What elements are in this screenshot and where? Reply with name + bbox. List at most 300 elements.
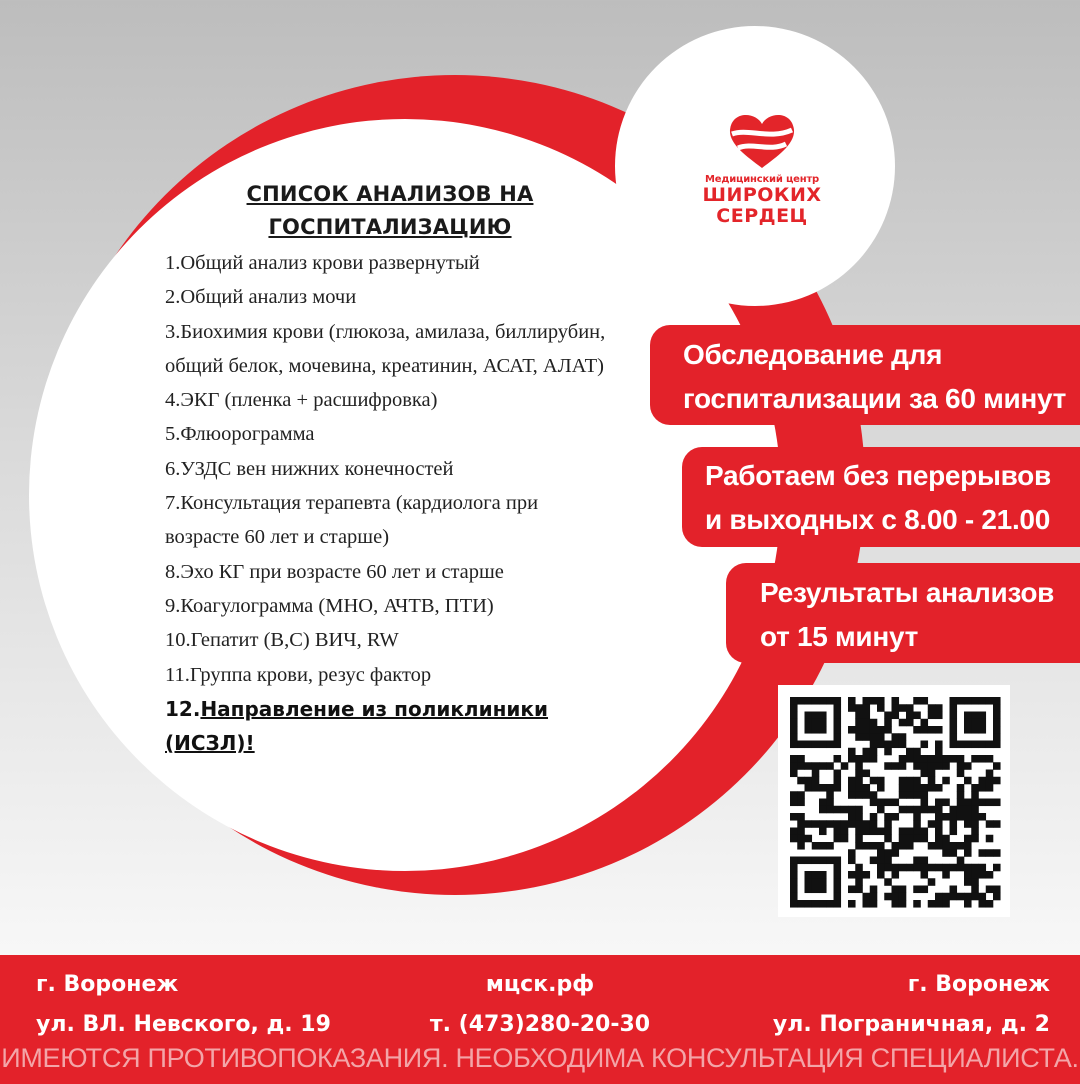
qr-module bbox=[979, 784, 987, 792]
qr-module bbox=[986, 770, 994, 778]
qr-module bbox=[877, 806, 885, 814]
qr-module bbox=[892, 712, 900, 720]
promo-2-line-1: Работаем без перерывов bbox=[705, 460, 1051, 491]
qr-module bbox=[884, 741, 892, 749]
qr-module bbox=[870, 842, 878, 850]
qr-module bbox=[899, 719, 907, 727]
qr-module bbox=[957, 842, 965, 850]
qr-module bbox=[950, 849, 958, 857]
qr-module bbox=[863, 697, 871, 705]
qr-module bbox=[921, 770, 929, 778]
analysis-list bbox=[165, 246, 665, 760]
qr-module bbox=[855, 719, 863, 727]
qr-module bbox=[826, 806, 834, 814]
qr-module bbox=[805, 784, 813, 792]
qr-module bbox=[805, 886, 813, 894]
qr-module bbox=[870, 697, 878, 705]
qr-module bbox=[877, 828, 885, 836]
qr-module bbox=[979, 849, 987, 857]
qr-module bbox=[993, 820, 1001, 828]
list-item: 10.Гепатит (В,С) ВИЧ, RW bbox=[165, 629, 399, 652]
qr-module bbox=[950, 712, 958, 720]
qr-module bbox=[863, 712, 871, 720]
qr-module bbox=[913, 697, 921, 705]
qr-module bbox=[819, 784, 827, 792]
qr-module bbox=[848, 857, 856, 865]
qr-module bbox=[812, 900, 820, 908]
qr-module bbox=[863, 828, 871, 836]
qr-module bbox=[964, 762, 972, 770]
qr-module bbox=[812, 886, 820, 894]
qr-module bbox=[906, 791, 914, 799]
qr-module bbox=[971, 893, 979, 901]
qr-module bbox=[906, 828, 914, 836]
qr-module bbox=[979, 900, 987, 908]
qr-module bbox=[964, 849, 972, 857]
referral-text-2: (ИСЗЛ)! bbox=[165, 730, 255, 755]
qr-module bbox=[935, 813, 943, 821]
qr-module bbox=[805, 878, 813, 886]
qr-module bbox=[790, 799, 798, 807]
qr-module bbox=[942, 799, 950, 807]
qr-module bbox=[979, 864, 987, 872]
qr-module bbox=[950, 697, 958, 705]
qr-module bbox=[805, 762, 813, 770]
qr-module bbox=[906, 835, 914, 843]
qr-module bbox=[935, 704, 943, 712]
qr-module bbox=[899, 733, 907, 741]
qr-module bbox=[935, 741, 943, 749]
qr-module bbox=[790, 900, 798, 908]
qr-module bbox=[942, 777, 950, 785]
qr-module bbox=[877, 871, 885, 879]
qr-module bbox=[913, 820, 921, 828]
qr-module bbox=[797, 835, 805, 843]
qr-module bbox=[928, 784, 936, 792]
right-street: ул. Пограничная, д. 2 bbox=[772, 1012, 1050, 1037]
qr-module bbox=[899, 828, 907, 836]
qr-module bbox=[892, 741, 900, 749]
qr-module bbox=[899, 806, 907, 814]
qr-module bbox=[855, 762, 863, 770]
promo-2-line-2: и выходных с 8.00 - 21.00 bbox=[705, 504, 1050, 535]
qr-module bbox=[870, 799, 878, 807]
qr-module bbox=[964, 799, 972, 807]
qr-module bbox=[855, 828, 863, 836]
list-item: 8.Эхо КГ при возрасте 60 лет и старше bbox=[165, 560, 504, 583]
qr-module bbox=[950, 828, 958, 836]
qr-module bbox=[993, 886, 1001, 894]
qr-module bbox=[819, 697, 827, 705]
qr-module bbox=[819, 857, 827, 865]
qr-module bbox=[805, 820, 813, 828]
qr-module bbox=[957, 770, 965, 778]
qr-module bbox=[913, 726, 921, 734]
qr-module bbox=[950, 726, 958, 734]
qr-module bbox=[921, 806, 929, 814]
qr-module bbox=[964, 893, 972, 901]
qr-module bbox=[819, 871, 827, 879]
qr-module bbox=[971, 726, 979, 734]
qr-module bbox=[942, 762, 950, 770]
qr-module bbox=[921, 726, 929, 734]
qr-module bbox=[906, 784, 914, 792]
qr-module bbox=[899, 784, 907, 792]
qr-module bbox=[819, 799, 827, 807]
list-item: 5.Флюорограмма bbox=[165, 423, 315, 446]
qr-module bbox=[884, 712, 892, 720]
qr-module bbox=[892, 900, 900, 908]
qr-module bbox=[979, 712, 987, 720]
qr-module bbox=[950, 741, 958, 749]
qr-module bbox=[819, 828, 827, 836]
qr-module bbox=[884, 835, 892, 843]
qr-module bbox=[819, 878, 827, 886]
qr-module bbox=[819, 726, 827, 734]
qr-module bbox=[863, 900, 871, 908]
qr-module bbox=[964, 878, 972, 886]
qr-module bbox=[921, 791, 929, 799]
qr-module bbox=[848, 900, 856, 908]
qr-module bbox=[855, 878, 863, 886]
qr-module bbox=[935, 828, 943, 836]
qr-module bbox=[921, 719, 929, 727]
qr-module bbox=[964, 806, 972, 814]
qr-module bbox=[870, 726, 878, 734]
qr-module bbox=[928, 820, 936, 828]
qr-module bbox=[848, 784, 856, 792]
qr-module bbox=[899, 864, 907, 872]
qr-module bbox=[928, 762, 936, 770]
qr-module bbox=[928, 755, 936, 763]
qr-module bbox=[921, 762, 929, 770]
qr-module bbox=[855, 726, 863, 734]
qr-module bbox=[790, 733, 798, 741]
qr-module bbox=[812, 777, 820, 785]
qr-module bbox=[950, 820, 958, 828]
qr-module bbox=[855, 886, 863, 894]
qr-module bbox=[964, 835, 972, 843]
qr-module bbox=[942, 900, 950, 908]
qr-module bbox=[870, 791, 878, 799]
qr-module bbox=[957, 762, 965, 770]
qr-module bbox=[986, 820, 994, 828]
qr-module bbox=[993, 733, 1001, 741]
qr-module bbox=[884, 820, 892, 828]
qr-module bbox=[819, 886, 827, 894]
qr-module bbox=[863, 755, 871, 763]
qr-module bbox=[971, 828, 979, 836]
qr-module bbox=[979, 777, 987, 785]
qr-module bbox=[986, 799, 994, 807]
qr-module bbox=[805, 741, 813, 749]
qr-module bbox=[921, 871, 929, 879]
qr-module bbox=[942, 842, 950, 850]
qr-module bbox=[812, 741, 820, 749]
qr-module bbox=[790, 828, 798, 836]
qr-module bbox=[979, 741, 987, 749]
list-item: 1.Общий анализ крови развернутый bbox=[165, 252, 480, 274]
qr-module bbox=[986, 777, 994, 785]
qr-module bbox=[834, 712, 842, 720]
qr-module bbox=[899, 835, 907, 843]
qr-module bbox=[834, 820, 842, 828]
qr-module bbox=[971, 864, 979, 872]
qr-module bbox=[812, 878, 820, 886]
qr-module bbox=[884, 813, 892, 821]
qr-module bbox=[848, 849, 856, 857]
qr-module bbox=[899, 893, 907, 901]
qr-module bbox=[913, 748, 921, 756]
qr-module bbox=[993, 849, 1001, 857]
qr-module bbox=[863, 733, 871, 741]
qr-module bbox=[812, 726, 820, 734]
qr-module bbox=[884, 799, 892, 807]
footer-contacts bbox=[380, 965, 700, 1045]
left-city: г. Воронеж bbox=[36, 972, 179, 997]
qr-module bbox=[971, 784, 979, 792]
qr-module bbox=[921, 697, 929, 705]
qr-module bbox=[950, 704, 958, 712]
qr-module bbox=[855, 791, 863, 799]
qr-module bbox=[826, 741, 834, 749]
qr-module bbox=[942, 813, 950, 821]
qr-module bbox=[921, 864, 929, 872]
qr-module bbox=[892, 762, 900, 770]
qr-module bbox=[812, 842, 820, 850]
qr-module bbox=[986, 835, 994, 843]
qr-module bbox=[877, 704, 885, 712]
qr-module bbox=[834, 828, 842, 836]
qr-module bbox=[790, 886, 798, 894]
qr-module bbox=[986, 871, 994, 879]
qr-module bbox=[870, 820, 878, 828]
qr-module bbox=[986, 741, 994, 749]
qr-module bbox=[877, 741, 885, 749]
qr-module bbox=[928, 704, 936, 712]
qr-module bbox=[870, 748, 878, 756]
qr-module bbox=[942, 755, 950, 763]
qr-module bbox=[797, 755, 805, 763]
qr-module bbox=[834, 726, 842, 734]
qr-module bbox=[790, 813, 798, 821]
qr-module bbox=[877, 864, 885, 872]
qr-module bbox=[819, 719, 827, 727]
qr-module bbox=[971, 799, 979, 807]
qr-module bbox=[826, 857, 834, 865]
qr-module bbox=[848, 704, 856, 712]
qr-module bbox=[928, 806, 936, 814]
qr-module bbox=[848, 748, 856, 756]
referral-number: 12. bbox=[165, 696, 201, 721]
logo-subtitle: Медицинский центр bbox=[704, 174, 819, 185]
qr-module bbox=[935, 893, 943, 901]
qr-module bbox=[993, 719, 1001, 727]
qr-module bbox=[797, 842, 805, 850]
qr-module bbox=[848, 813, 856, 821]
qr-module bbox=[906, 719, 914, 727]
qr-module bbox=[790, 770, 798, 778]
qr-module bbox=[964, 777, 972, 785]
qr-module bbox=[870, 893, 878, 901]
qr-module bbox=[819, 820, 827, 828]
qr-module bbox=[863, 719, 871, 727]
qr-module bbox=[790, 878, 798, 886]
list-title: СПИСОК АНАЛИЗОВ НА ГОСПИТАЛИЗАЦИЮ bbox=[246, 182, 534, 239]
qr-module bbox=[906, 777, 914, 785]
qr-module bbox=[971, 878, 979, 886]
qr-module bbox=[957, 791, 965, 799]
qr-module bbox=[841, 828, 849, 836]
qr-module bbox=[855, 755, 863, 763]
qr-module bbox=[826, 762, 834, 770]
qr-module bbox=[790, 755, 798, 763]
qr-module bbox=[921, 835, 929, 843]
qr-module bbox=[884, 849, 892, 857]
list-item: 7.Консультация терапевта (кардиолога при bbox=[165, 492, 539, 515]
qr-module bbox=[841, 762, 849, 770]
qr-module bbox=[855, 813, 863, 821]
qr-module bbox=[870, 813, 878, 821]
site-link[interactable]: мцск.рф bbox=[485, 972, 595, 997]
qr-module bbox=[870, 733, 878, 741]
qr-module bbox=[942, 849, 950, 857]
qr-module bbox=[964, 712, 972, 720]
qr-module bbox=[848, 697, 856, 705]
qr-module bbox=[812, 697, 820, 705]
qr-module bbox=[935, 762, 943, 770]
qr-module bbox=[935, 900, 943, 908]
list-item: общий белок, мочевина, креатинин, АСАТ, АЛАТ) bbox=[165, 354, 604, 377]
qr-module bbox=[899, 741, 907, 749]
qr-module bbox=[913, 857, 921, 865]
qr-module bbox=[993, 893, 1001, 901]
qr-module bbox=[913, 864, 921, 872]
qr-module bbox=[913, 784, 921, 792]
qr-module bbox=[928, 726, 936, 734]
qr-module bbox=[834, 704, 842, 712]
promo-1-line-1: Обследование для bbox=[683, 339, 943, 370]
qr-module bbox=[913, 828, 921, 836]
qr-module bbox=[877, 842, 885, 850]
qr-module bbox=[805, 871, 813, 879]
qr-module bbox=[870, 886, 878, 894]
qr-module bbox=[812, 857, 820, 865]
qr-module bbox=[834, 893, 842, 901]
qr-module bbox=[877, 849, 885, 857]
qr-module bbox=[855, 777, 863, 785]
list-item-referral-cont bbox=[165, 726, 665, 760]
qr-module bbox=[884, 893, 892, 901]
list-item: 3.Биохимия крови (глюкоза, амилаза, биллирубин, bbox=[165, 320, 606, 343]
qr-module bbox=[834, 741, 842, 749]
qr-module bbox=[979, 755, 987, 763]
qr-module bbox=[826, 799, 834, 807]
qr-module bbox=[906, 748, 914, 756]
qr-module bbox=[848, 886, 856, 894]
qr-module bbox=[863, 893, 871, 901]
qr-module bbox=[935, 784, 943, 792]
qr-module bbox=[826, 784, 834, 792]
qr-module bbox=[986, 784, 994, 792]
qr-module bbox=[892, 864, 900, 872]
promo-1-line-2: госпитализации за 60 минут bbox=[683, 383, 1067, 414]
phone-number[interactable]: т. (473)280-20-30 bbox=[429, 1012, 651, 1037]
qr-module bbox=[950, 886, 958, 894]
qr-module bbox=[892, 733, 900, 741]
qr-module bbox=[935, 835, 943, 843]
qr-code[interactable] bbox=[778, 685, 1010, 917]
qr-module bbox=[812, 762, 820, 770]
qr-module bbox=[790, 741, 798, 749]
qr-module bbox=[892, 799, 900, 807]
qr-module bbox=[979, 893, 987, 901]
qr-module bbox=[790, 712, 798, 720]
qr-module bbox=[884, 762, 892, 770]
qr-code-icon bbox=[778, 685, 1010, 917]
qr-module bbox=[877, 733, 885, 741]
qr-module bbox=[993, 726, 1001, 734]
qr-module bbox=[957, 806, 965, 814]
qr-module bbox=[877, 784, 885, 792]
qr-module bbox=[913, 886, 921, 894]
qr-module bbox=[957, 799, 965, 807]
qr-module bbox=[870, 755, 878, 763]
qr-module bbox=[877, 799, 885, 807]
left-street: ул. ВЛ. Невского, д. 19 bbox=[36, 1012, 331, 1037]
qr-module bbox=[797, 820, 805, 828]
qr-module bbox=[790, 835, 798, 843]
qr-module bbox=[993, 712, 1001, 720]
list-item: 2.Общий анализ мочи bbox=[165, 286, 357, 309]
qr-module bbox=[834, 806, 842, 814]
qr-module bbox=[805, 777, 813, 785]
qr-module bbox=[863, 748, 871, 756]
qr-module bbox=[805, 900, 813, 908]
qr-module bbox=[812, 784, 820, 792]
qr-module bbox=[790, 791, 798, 799]
disclaimer: ИМЕЮТСЯ ПРОТИВОПОКАЗАНИЯ. НЕОБХОДИМА КОНСУЛЬТАЦИЯ СПЕЦИАЛИСТА. bbox=[1, 1043, 1079, 1073]
qr-module bbox=[855, 712, 863, 720]
qr-module bbox=[928, 864, 936, 872]
qr-module bbox=[906, 842, 914, 850]
qr-module bbox=[870, 777, 878, 785]
qr-module bbox=[979, 719, 987, 727]
qr-module bbox=[950, 813, 958, 821]
qr-module bbox=[870, 857, 878, 865]
qr-module bbox=[877, 697, 885, 705]
qr-module bbox=[863, 726, 871, 734]
right-city: г. Воронеж bbox=[907, 972, 1050, 997]
qr-module bbox=[950, 864, 958, 872]
qr-module bbox=[819, 842, 827, 850]
qr-module bbox=[942, 835, 950, 843]
qr-module bbox=[993, 762, 1001, 770]
qr-module bbox=[834, 719, 842, 727]
qr-module bbox=[913, 813, 921, 821]
promo-3-line-2: от 15 минут bbox=[760, 621, 918, 652]
qr-module bbox=[834, 784, 842, 792]
qr-module bbox=[921, 828, 929, 836]
qr-module bbox=[826, 791, 834, 799]
qr-module bbox=[906, 712, 914, 720]
qr-module bbox=[797, 791, 805, 799]
qr-module bbox=[855, 733, 863, 741]
qr-module bbox=[957, 813, 965, 821]
qr-module bbox=[964, 813, 972, 821]
qr-module bbox=[892, 842, 900, 850]
qr-module bbox=[979, 726, 987, 734]
